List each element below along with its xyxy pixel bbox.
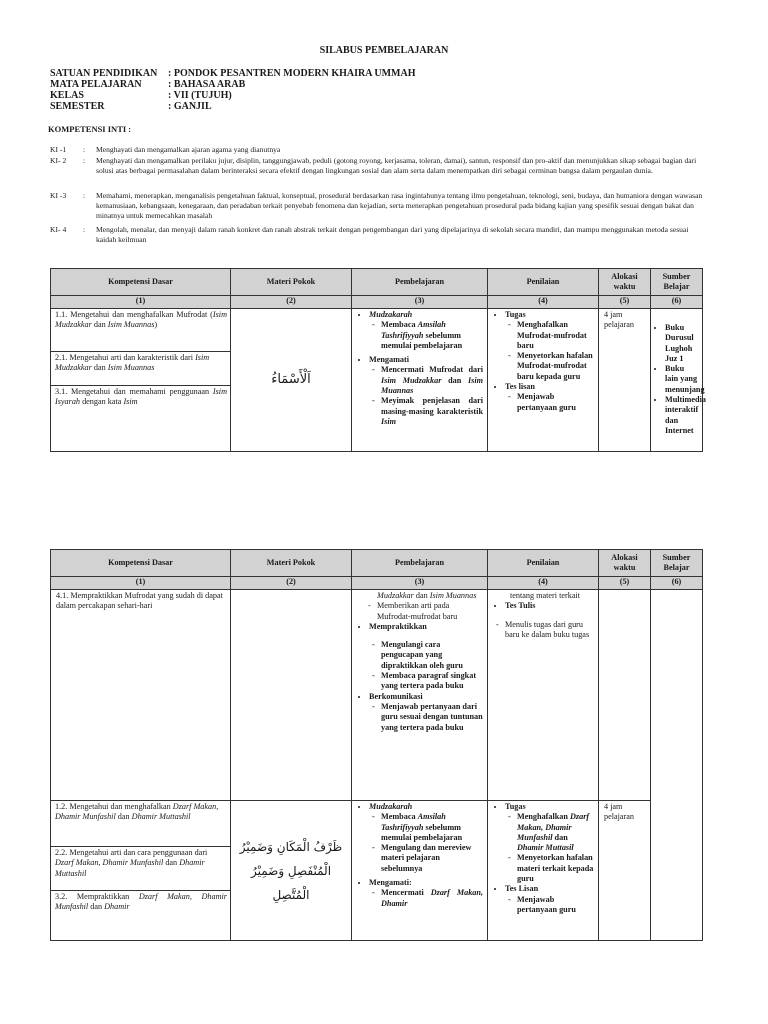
activity-heading: Berkomunikasi bbox=[369, 691, 423, 701]
col-header: Pembelajaran bbox=[352, 269, 488, 296]
activity-item: - Memberikan arti pada Mufrodat-mufrodat baru bbox=[377, 601, 483, 622]
col-header: Materi Pokok bbox=[231, 550, 352, 577]
col-number: (6) bbox=[651, 296, 703, 309]
assessment-heading: Tugas bbox=[505, 310, 526, 319]
activity-item: - Menjawab pertanyaan dari guru sesuai dengan tuntunan yang tertera pada buku bbox=[381, 702, 483, 733]
col-header: Pembelajaran bbox=[352, 550, 488, 577]
ki-item: KI -3 : Memahami, menerapkan, menganalisis pengetahuan faktual, konseptual, prosedural berdasarkan rasa ingintahunya tentang ilmu pengetahuan, teknologi, seni, budaya, dan humaniora dengan wawasan kemanusiaan, kebangsaan, kenegaraan, dan peradaban terkait penyebab fenomena dan kejadian, serta menerapkan pengetahuan prosedural pada bidang kajian yang spesifik sesuai dengan bakat dan minatnya untuk memecahkan masalah bbox=[50, 191, 703, 221]
col-header: Penilaian bbox=[488, 269, 599, 296]
activity-item: - Membaca paragraf singkat yang tertera pada buku bbox=[381, 671, 483, 692]
col-header: Materi Pokok bbox=[231, 269, 352, 296]
document-title: SILABUS PEMBELAJARAN bbox=[319, 45, 449, 56]
activity-item: - Mencermati Mufrodat dari Isim Mudzakkar dan Isim Muannas bbox=[381, 365, 483, 396]
syllabus-table-2 bbox=[50, 549, 703, 941]
activity-heading: Mengamati bbox=[369, 355, 410, 365]
assessment-continuation: tentang materi terkait bbox=[510, 591, 581, 600]
col-number: (6) bbox=[651, 577, 703, 590]
meta-semester: SEMESTER : GANJIL bbox=[50, 101, 212, 112]
kompetensi-inti-heading: KOMPETENSI INTI : bbox=[48, 124, 132, 134]
pembelajaran-cell bbox=[352, 309, 488, 452]
assessment-item: - Menghafalkan Dzarf Makan, Dhamir Munfashil dan Dhamir Muttasil bbox=[517, 812, 594, 853]
col-number: (1) bbox=[51, 577, 231, 590]
alokasi-cell: 4 jam pelajaran bbox=[599, 801, 651, 941]
col-header: Alokasi waktu bbox=[599, 550, 651, 577]
activity-item: - Membaca Amsilah Tashrifiyyah sebelumm memulai pembelajaran bbox=[381, 812, 483, 843]
col-number: (4) bbox=[488, 577, 599, 590]
col-number: (2) bbox=[231, 577, 352, 590]
assessment-heading: Tes lisan bbox=[505, 382, 535, 392]
assessment-item: - Menyetorkan hafalan materi terkait kepada guru bbox=[517, 853, 594, 884]
kd-1-2: 1.2. Mengetahui dan menghafalkan Dzarf Makan, Dhamir Munfashil dan Dhamir Muttashil bbox=[51, 801, 230, 847]
meta-satuan: SATUAN PENDIDIKAN : PONDOK PESANTREN MODERN KHAIRA UMMAH bbox=[50, 68, 416, 79]
sumber-cell bbox=[651, 590, 703, 941]
source-item: • Buku Durusul Lughoh Juz 1 bbox=[665, 323, 698, 364]
assessment-heading: Tugas bbox=[505, 802, 526, 811]
col-header: Kompetensi Dasar bbox=[51, 550, 231, 577]
activity-heading: Mengamati: bbox=[369, 878, 412, 888]
kd-cell bbox=[51, 590, 231, 801]
materi-cell bbox=[231, 309, 352, 452]
col-header: Sumber Belajar bbox=[651, 269, 703, 296]
activity-continuation: Mudzakkar dan Isim Muannas bbox=[377, 591, 477, 600]
col-header: Alokasi waktu bbox=[599, 269, 651, 296]
kd-cell bbox=[51, 801, 231, 941]
pembelajaran-cell bbox=[352, 590, 488, 801]
kd-2-2: 2.2. Mengetahui arti dan cara penggunaan dari Dzarf Makan, Dhamir Munfashil dan Dhamir Muttashil bbox=[51, 847, 230, 891]
kd-3-2: 3.2. Mempraktikkan Dzarf Makan, Dhamir Munfashil dan Dhamir bbox=[55, 892, 227, 912]
col-number: (4) bbox=[488, 296, 599, 309]
sumber-cell bbox=[651, 309, 706, 452]
col-number: (2) bbox=[231, 296, 352, 309]
col-number: (1) bbox=[51, 296, 231, 309]
materi-arabic: اَلْأَسْمَاءُ bbox=[271, 372, 311, 387]
activity-item: - Mengulang dan mereview materi pelajaran sebelumnya bbox=[381, 843, 483, 874]
penilaian-cell bbox=[488, 590, 599, 801]
ki-item: KI -1 : Menghayati dan mengamalkan ajaran agama yang dianutnya bbox=[50, 145, 281, 154]
meta-mapel: MATA PELAJARAN : BAHASA ARAB bbox=[50, 79, 246, 90]
activity-heading: Mempraktikkan bbox=[369, 621, 427, 631]
assessment-heading: Tes Lisan bbox=[505, 884, 539, 894]
assessment-item: - Menyetorkan hafalan Mufrodat-mufrodat baru kepada guru bbox=[517, 351, 594, 382]
source-item: • Multimedia interaktif dan Internet bbox=[665, 395, 698, 436]
col-number: (3) bbox=[352, 577, 488, 590]
penilaian-cell bbox=[488, 801, 599, 941]
kd-2-1: 2.1. Mengetahui arti dan karakteristik dari Isim Mudzakkar dan Isim Muannas bbox=[51, 352, 230, 386]
kd-1-1: 1.1. Mengetahui dan menghafalkan Mufrodat (Isim Mudzakkar dan Isim Muannas) bbox=[51, 309, 230, 352]
materi-arabic: ظَرْفُ الْمَكَانِ وَضَمِيْرُ الْمُنْفَصِلِ وَضَمِيْرُ الْمُتَّصِلِ bbox=[239, 839, 343, 902]
col-number: (3) bbox=[352, 296, 488, 309]
assessment-heading: Tes Tulis bbox=[505, 601, 536, 611]
assessment-item: - Menjawab pertanyaan guru bbox=[517, 895, 594, 916]
materi-cell bbox=[231, 590, 352, 801]
materi-cell bbox=[231, 801, 352, 941]
kd-3-1: 3.1. Mengetahui dan memahami penggunaan Isim Isyarah dengan kata Isim bbox=[55, 387, 227, 407]
assessment-item: - Menulis tugas dari guru baru ke dalam buku tugas bbox=[505, 620, 594, 641]
activity-heading: Mudzakarah bbox=[369, 310, 413, 319]
activity-item: - Meyimak penjelasan dari masing-masing karakteristik Isim bbox=[381, 396, 483, 427]
penilaian-cell bbox=[488, 309, 599, 452]
activity-item: - Mengulangi cara pengucapan yang dipraktikkan oleh guru bbox=[381, 640, 483, 671]
pembelajaran-cell bbox=[352, 801, 488, 941]
activity-heading: Mudzakarah bbox=[369, 802, 413, 811]
ki-item: KI- 4 : Mengolah, menalar, dan menyaji dalam ranah konkret dan ranah abstrak terkait dengan pengembangan dari yang dipelajarinya di sekolah secara mandiri, dan mampu menggunakan metoda sesuai kaidah keilmuan bbox=[50, 225, 689, 245]
col-number: (5) bbox=[599, 296, 651, 309]
kd-cell bbox=[51, 309, 231, 452]
col-header: Sumber Belajar bbox=[651, 550, 703, 577]
col-header: Kompetensi Dasar bbox=[51, 269, 231, 296]
syllabus-table-1 bbox=[50, 268, 706, 452]
activity-item: - Mencermati Dzarf Makan, Dhamir bbox=[381, 888, 483, 909]
meta-kelas: KELAS : VII (TUJUH) bbox=[50, 90, 232, 101]
source-item: • Buku lain yang menunjang bbox=[665, 364, 698, 395]
alokasi-cell: 4 jam pelajaran bbox=[599, 309, 651, 452]
ki-item: KI- 2 : Menghayati dan mengamalkan perilaku jujur, disiplin, tanggungjawab, peduli (gotong royong, kerjasama, toleran, damai), santun, responsif dan pro-aktif dan menunjukkan sikap sebagai bagian dari solusi atas berbagai permasalahan dalam berinteraksi secara efektif dengan lingkungan sosial dan alam serta dalam menempatkan diri sebagai cerminan bangsa dalam pergaulan dunia. bbox=[50, 156, 697, 176]
activity-item: - Membaca Amsilah Tashrifiyyah sebelumm memulai pembelajaran bbox=[381, 320, 483, 351]
col-number: (5) bbox=[599, 577, 651, 590]
assessment-item: - Menghafalkan Mufrodat-mufrodat baru bbox=[517, 320, 594, 351]
col-header: Penilaian bbox=[488, 550, 599, 577]
alokasi-cell bbox=[599, 590, 651, 801]
assessment-item: - Menjawab pertanyaan guru bbox=[517, 392, 594, 413]
kd-4-1: 4.1. Mempraktikkan Mufrodat yang sudah di dapat dalam percakapan sehari-hari bbox=[56, 591, 223, 611]
